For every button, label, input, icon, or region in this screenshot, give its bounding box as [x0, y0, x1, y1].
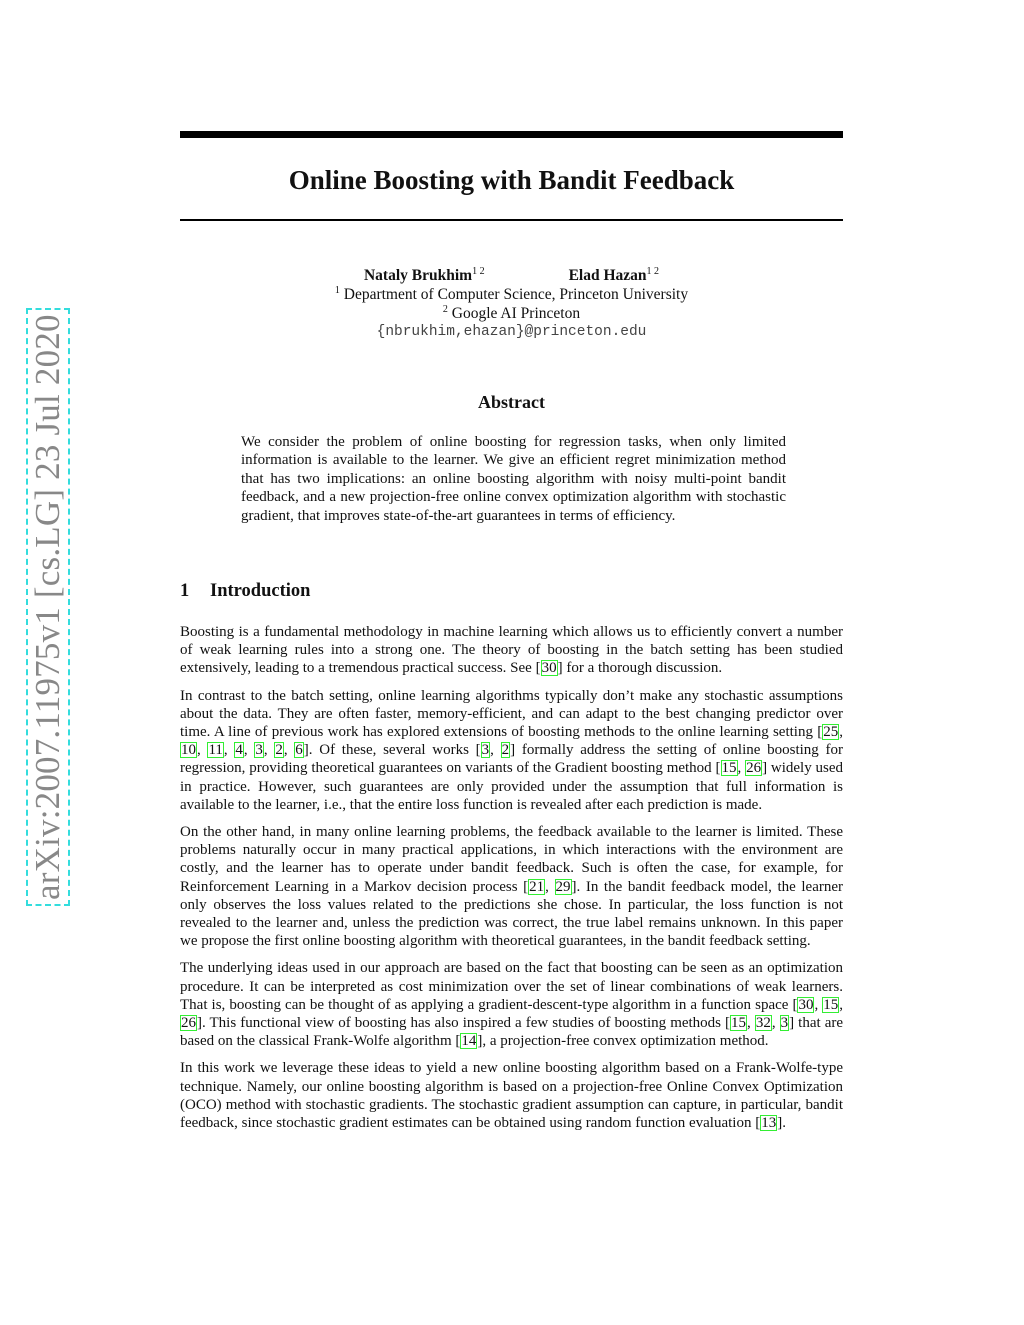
citation-link[interactable]: 32	[755, 1015, 771, 1032]
author-2-name: Elad Hazan	[568, 267, 647, 284]
paragraph-text: ]. In the bandit feedback model, the learner only observes the loss values related to the predictions she chose. In particular, the loss function is not revealed to the learner and, unless the prediction was correct, the true label remains unknown. In this paper we propose the first online boosting algorithm with theoretical guarantees, in the bandit feedback setting.	[180, 878, 844, 950]
citation-link[interactable]: 3	[481, 742, 490, 759]
citation-link[interactable]: 29	[555, 878, 571, 895]
affiliation-1-mark: 1	[334, 284, 340, 296]
abstract-text: We consider the problem of online boosting for regression tasks, when only limited information is available to the learner. We give an efficient regret minimization method that has two implications: an online boosting algorithm with noisy multi-point bandit feedback, and a new projection-free online convex optimization algorithm with stochastic gradient, that improves state-of-the-art guarantees in terms of efficiency.	[241, 434, 786, 524]
section-heading-introduction	[180, 579, 310, 603]
intro-paragraph-4: The underlying ideas used in our approach are based on the fact that boosting can be seen as an optimization procedure. It can be interpreted as cost minimization over the set of linear combinations of weak learners. That is, boosting can be thought of as applying a gradient-descent-type algorithm in a function space [30, 15, 26]. This functional view of boosting has also inspired a few studies of boosting methods [15, 32, 3] that are based on the classical Frank-Wolfe algorithm [14], a projection-free convex optimization method.	[180, 960, 844, 1050]
affiliation-1	[180, 285, 843, 304]
citation-link[interactable]: 2	[501, 742, 510, 759]
affiliation-2-text: Google AI Princeton	[451, 305, 581, 322]
abstract-heading: Abstract	[478, 392, 545, 412]
citation-link[interactable]: 6	[295, 742, 303, 759]
paragraph-text: The underlying ideas used in our approach are based on the fact that boosting can be seen as an optimization procedure. It can be interpreted as cost minimization over the set of linear combinations of weak learners. That is, boosting can be thought of as applying a gradient-descent-type algorithm in a function space [	[180, 960, 843, 1013]
author-email: {nbrukhim,ehazan}@princeton.edu	[376, 324, 647, 340]
section-number: 1	[180, 581, 190, 601]
author-names-row	[180, 266, 843, 285]
citation-link[interactable]: 30	[798, 996, 814, 1013]
author-1-name: Nataly Brukhim	[363, 267, 473, 284]
author-2-affiliation-marks: 1 2	[646, 265, 660, 277]
citation-link[interactable]: 21	[529, 878, 545, 895]
intro-paragraph-5	[180, 1059, 843, 1132]
author-1	[364, 266, 485, 285]
intro-paragraph-1: Boosting is a fundamental methodology in machine learning which allows us to efficiently convert a number of weak learning rules into a strong one. The theory of boosting in the batch setting has been studied extensively, leading to a tremendous practical success. See [30] for a thorough discussion.	[180, 624, 843, 677]
section-title: Introduction	[210, 581, 311, 601]
citation-link[interactable]: 13	[761, 1115, 777, 1132]
citation-link[interactable]: 26	[181, 1015, 196, 1032]
author-block	[180, 266, 843, 342]
paragraph-text: for a thorough discussion.	[562, 660, 723, 677]
paragraph-text: ].	[777, 1115, 786, 1132]
citation-link[interactable]: 11	[208, 742, 223, 759]
paragraph-text: On the other hand, in many online learning problems, the feedback available to the learner is limited. These problems naturally occur in many practical applications, in which interactions with the environment are costly, and the learner has to operate under bandit feedback. Such is often the case, for example, for Reinforcement Learning in a Markov decision process [	[180, 824, 843, 895]
affiliation-2	[180, 304, 843, 323]
citation-link[interactable]: 30	[541, 660, 557, 677]
title-bottom-rule	[180, 219, 843, 221]
citation-link[interactable]: 14	[461, 1033, 477, 1050]
citation-link[interactable]: 25	[823, 724, 839, 741]
introduction-body	[180, 623, 843, 1141]
paragraph-text: ] that are based on the classical Frank-Wolfe algorithm [	[180, 1015, 844, 1050]
affiliation-1-text: Department of Computer Science, Princeton University	[343, 286, 689, 303]
paragraph-text: ]. This functional view of boosting has also inspired a few studies of boosting methods [	[197, 1015, 731, 1032]
paragraph-text: ], a projection-free convex optimization method.	[477, 1033, 769, 1050]
title-top-rule	[180, 131, 843, 138]
citation-link[interactable]: 15	[731, 1015, 747, 1032]
paragraph-text: In contrast to the batch setting, online learning algorithms typically don’t make any stochastic assumptions about the data. They are often faster, memory-efficient, and can adapt to the best changing predictor over time. A line of previous work has explored extensions of boosting methods to the online learning setting [	[180, 687, 843, 741]
paragraph-text: ]. Of these, several works [	[303, 742, 481, 759]
arxiv-identifier-stamp[interactable]: arXiv:2007.11975v1 [cs.LG] 23 Jul 2020	[26, 308, 70, 906]
intro-paragraph-3: On the other hand, in many online learning problems, the feedback available to the learner is limited. These problems naturally occur in many practical applications, in which interactions with the environment are costly, and the learner has to operate under bandit feedback. Such is often the case, for example, for Reinforcement Learning in a Markov decision process [21, 29]. In the bandit feedback model, the learner only observes the loss values related to the predictions she chose. In particular, the loss function is not revealed to the learner and, unless the prediction was correct, the true label remains unknown. In this paper we propose the first online boosting algorithm with theoretical guarantees, in the bandit feedback setting.	[180, 824, 844, 950]
citation-link[interactable]: 4	[235, 742, 243, 759]
author-2	[569, 266, 659, 285]
affiliation-2-mark: 2	[442, 303, 448, 315]
paragraph-text: In this work we leverage these ideas to yield a new online boosting algorithm based on a Frank-Wolfe-type technique. Namely, our online boosting algorithm is based on a projection-free Online Convex Optimization (OCO) method with stochastic gradients. The stochastic gradient assumption can capture, in particular, bandit feedback, since stochastic gradient estimates can be obtained using random function evaluation [	[180, 1060, 843, 1132]
author-1-affiliation-marks: 1 2	[472, 265, 485, 277]
intro-paragraph-2: In contrast to the batch setting, online learning algorithms typically don’t make any stochastic assumptions about the data. They are often faster, memory-efficient, and can adapt to the best changing predictor over time. A line of previous work has explored extensions of boosting methods to the online learning setting [25, 10, 11, 4, 3, 2, 6]. Of these, several works [3, 2] formally address the setting of online boosting for regression, providing theoretical guarantees on variants of the Gradient boosting method [15, 26] widely used in practice. However, such guarantees are only provided under the assumption that full information is available to the learner, i.e., that the entire loss function is revealed after each prediction is made.	[180, 687, 843, 813]
citation-link[interactable]: 3	[255, 742, 263, 759]
citation-link[interactable]: 15	[721, 760, 737, 777]
citation-link[interactable]: 3	[780, 1015, 789, 1032]
paper-title: Online Boosting with Bandit Feedback	[288, 165, 735, 195]
citation-link[interactable]: 2	[275, 742, 283, 759]
paragraph-text: ] widely used in practice. However, such guarantees are only provided under the assumption that full information is available to the learner, i.e., that the entire loss function is revealed after each prediction is made.	[180, 760, 843, 813]
paragraph-text: ] formally address the setting of online boosting for regression, providing theoretical guarantees on variants of the Gradient boosting method [	[180, 742, 843, 777]
citation-link[interactable]: 15	[823, 996, 839, 1013]
paragraph-text: Boosting is a fundamental methodology in machine learning which allows us to efficiently convert a number of weak learning rules into a strong one. The theory of boosting in the batch setting has been studied extensively, leading to a tremendous practical success. See	[180, 624, 843, 677]
citation-link[interactable]: 10	[181, 742, 196, 759]
citation-link[interactable]: 26	[746, 760, 762, 777]
